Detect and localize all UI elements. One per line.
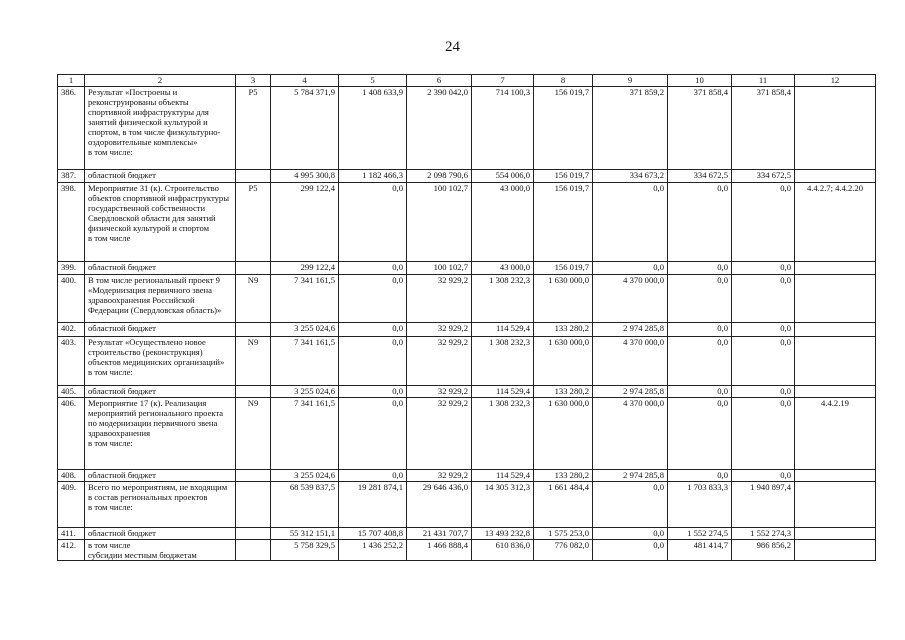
value-col-4: 55 312 151,1 <box>271 528 339 540</box>
value-col-11: 1 552 274,3 <box>732 528 795 540</box>
value-col-4: 7 341 161,5 <box>271 398 339 470</box>
row-reference <box>795 337 876 386</box>
row-number: 386. <box>58 87 85 170</box>
value-col-11: 0,0 <box>732 470 795 482</box>
value-col-9: 0,0 <box>593 528 668 540</box>
value-col-6: 21 431 707,7 <box>407 528 472 540</box>
header-cell: 1 <box>58 75 85 87</box>
row-name: в том числе субсидии местным бюджетам <box>85 540 236 561</box>
header-row <box>58 75 876 87</box>
value-col-11: 0,0 <box>732 398 795 470</box>
value-col-11: 986 856,2 <box>732 540 795 561</box>
table-row <box>58 386 876 398</box>
value-col-5: 1 408 633,9 <box>339 87 407 170</box>
value-col-4: 299 122,4 <box>271 183 339 262</box>
table-row <box>58 262 876 275</box>
value-col-4: 4 995 300,8 <box>271 170 339 183</box>
value-col-6: 2 098 790,6 <box>407 170 472 183</box>
table-row <box>58 170 876 183</box>
row-reference: 4.4.2.19 <box>795 398 876 470</box>
value-col-5: 0,0 <box>339 262 407 275</box>
value-col-4: 68 539 837,5 <box>271 482 339 528</box>
row-reference <box>795 482 876 528</box>
value-col-6: 2 390 042,0 <box>407 87 472 170</box>
table-row <box>58 323 876 337</box>
value-col-4: 7 341 161,5 <box>271 275 339 323</box>
row-number: 400. <box>58 275 85 323</box>
value-col-8: 133 280,2 <box>534 470 593 482</box>
value-col-8: 1 630 000,0 <box>534 337 593 386</box>
row-code <box>236 540 271 561</box>
row-name: областной бюджет <box>85 170 236 183</box>
value-col-11: 0,0 <box>732 337 795 386</box>
row-number: 402. <box>58 323 85 337</box>
value-col-9: 4 370 000,0 <box>593 398 668 470</box>
value-col-5: 0,0 <box>339 470 407 482</box>
header-cell: 12 <box>795 75 876 87</box>
row-code <box>236 262 271 275</box>
row-code <box>236 470 271 482</box>
row-reference <box>795 275 876 323</box>
value-col-7: 1 308 232,3 <box>472 275 534 323</box>
header-cell: 9 <box>593 75 668 87</box>
row-reference <box>795 528 876 540</box>
value-col-9: 0,0 <box>593 540 668 561</box>
value-col-5: 0,0 <box>339 386 407 398</box>
value-col-11: 0,0 <box>732 386 795 398</box>
row-reference <box>795 386 876 398</box>
value-col-10: 0,0 <box>668 470 732 482</box>
value-col-4: 7 341 161,5 <box>271 337 339 386</box>
row-name: областной бюджет <box>85 470 236 482</box>
value-col-10: 334 672,5 <box>668 170 732 183</box>
value-col-11: 334 672,5 <box>732 170 795 183</box>
value-col-10: 1 552 274,5 <box>668 528 732 540</box>
header-cell: 3 <box>236 75 271 87</box>
row-code: N9 <box>236 398 271 470</box>
value-col-8: 1 630 000,0 <box>534 275 593 323</box>
value-col-7: 114 529,4 <box>472 323 534 337</box>
value-col-9: 334 673,2 <box>593 170 668 183</box>
value-col-9: 0,0 <box>593 262 668 275</box>
value-col-7: 554 006,0 <box>472 170 534 183</box>
row-number: 408. <box>58 470 85 482</box>
row-code <box>236 170 271 183</box>
value-col-7: 13 493 232,8 <box>472 528 534 540</box>
row-code <box>236 386 271 398</box>
value-col-6: 1 466 888,4 <box>407 540 472 561</box>
value-col-9: 2 974 285,8 <box>593 470 668 482</box>
value-col-11: 371 858,4 <box>732 87 795 170</box>
value-col-6: 32 929,2 <box>407 386 472 398</box>
value-col-8: 1 661 484,4 <box>534 482 593 528</box>
value-col-8: 156 019,7 <box>534 170 593 183</box>
header-cell: 10 <box>668 75 732 87</box>
value-col-9: 371 859,2 <box>593 87 668 170</box>
row-name: областной бюджет <box>85 262 236 275</box>
value-col-10: 371 858,4 <box>668 87 732 170</box>
value-col-4: 5 784 371,9 <box>271 87 339 170</box>
row-name: Всего по мероприятиям, не входящим в состав региональных проектов в том числе: <box>85 482 236 528</box>
value-col-8: 156 019,7 <box>534 183 593 262</box>
table-row <box>58 275 876 323</box>
value-col-6: 32 929,2 <box>407 323 472 337</box>
table-row <box>58 540 876 561</box>
value-col-7: 714 100,3 <box>472 87 534 170</box>
row-code: N9 <box>236 337 271 386</box>
row-name: областной бюджет <box>85 386 236 398</box>
row-number: 411. <box>58 528 85 540</box>
value-col-9: 4 370 000,0 <box>593 275 668 323</box>
value-col-10: 0,0 <box>668 398 732 470</box>
row-name: Результат «Построены и реконструированы объекты спортивной инфраструктуры для занятий физической культурой и спортом, в том числе физкультурно-оздоровительные комплексы» в том числе: <box>85 87 236 170</box>
row-number: 403. <box>58 337 85 386</box>
value-col-11: 1 940 897,4 <box>732 482 795 528</box>
row-reference <box>795 262 876 275</box>
value-col-11: 0,0 <box>732 323 795 337</box>
value-col-6: 100 102,7 <box>407 183 472 262</box>
value-col-8: 1 630 000,0 <box>534 398 593 470</box>
row-number: 405. <box>58 386 85 398</box>
value-col-5: 0,0 <box>339 323 407 337</box>
value-col-8: 133 280,2 <box>534 386 593 398</box>
value-col-8: 776 082,0 <box>534 540 593 561</box>
value-col-10: 0,0 <box>668 337 732 386</box>
row-code: N9 <box>236 275 271 323</box>
value-col-4: 5 758 329,5 <box>271 540 339 561</box>
value-col-10: 0,0 <box>668 262 732 275</box>
value-col-5: 0,0 <box>339 398 407 470</box>
row-code <box>236 528 271 540</box>
value-col-4: 3 255 024,6 <box>271 470 339 482</box>
value-col-9: 2 974 285,8 <box>593 386 668 398</box>
row-number: 399. <box>58 262 85 275</box>
row-number: 409. <box>58 482 85 528</box>
value-col-9: 2 974 285,8 <box>593 323 668 337</box>
page-number: 24 <box>445 39 460 55</box>
value-col-8: 1 575 253,0 <box>534 528 593 540</box>
value-col-7: 610 836,0 <box>472 540 534 561</box>
value-col-6: 32 929,2 <box>407 470 472 482</box>
value-col-9: 0,0 <box>593 482 668 528</box>
value-col-11: 0,0 <box>732 183 795 262</box>
value-col-6: 100 102,7 <box>407 262 472 275</box>
row-reference <box>795 540 876 561</box>
row-code <box>236 482 271 528</box>
value-col-10: 0,0 <box>668 275 732 323</box>
row-name: Результат «Осуществлено новое строительство (реконструкция) объектов медицинских организаций» в том числе: <box>85 337 236 386</box>
table-row <box>58 398 876 470</box>
value-col-6: 32 929,2 <box>407 275 472 323</box>
header-cell: 4 <box>271 75 339 87</box>
value-col-8: 133 280,2 <box>534 323 593 337</box>
row-reference <box>795 323 876 337</box>
row-reference <box>795 170 876 183</box>
value-col-7: 114 529,4 <box>472 470 534 482</box>
value-col-7: 43 000,0 <box>472 262 534 275</box>
value-col-10: 481 414,7 <box>668 540 732 561</box>
row-code <box>236 323 271 337</box>
value-col-7: 114 529,4 <box>472 386 534 398</box>
value-col-5: 1 182 466,3 <box>339 170 407 183</box>
value-col-10: 0,0 <box>668 323 732 337</box>
row-name: Мероприятие 17 (к). Реализация мероприятий регионального проекта по модернизации первичного звена здравоохранения в том числе: <box>85 398 236 470</box>
table-row <box>58 337 876 386</box>
value-col-10: 0,0 <box>668 386 732 398</box>
value-col-9: 0,0 <box>593 183 668 262</box>
table-row <box>58 528 876 540</box>
header-cell: 7 <box>472 75 534 87</box>
row-number: 387. <box>58 170 85 183</box>
row-name: областной бюджет <box>85 323 236 337</box>
value-col-10: 0,0 <box>668 183 732 262</box>
row-code: Р5 <box>236 87 271 170</box>
value-col-9: 4 370 000,0 <box>593 337 668 386</box>
table-row <box>58 183 876 262</box>
value-col-7: 14 305 312,3 <box>472 482 534 528</box>
value-col-11: 0,0 <box>732 275 795 323</box>
row-number: 412. <box>58 540 85 561</box>
table-row <box>58 87 876 170</box>
table-row <box>58 482 876 528</box>
row-reference <box>795 470 876 482</box>
value-col-6: 32 929,2 <box>407 337 472 386</box>
budget-table <box>57 74 876 561</box>
value-col-5: 0,0 <box>339 337 407 386</box>
value-col-6: 29 646 436,0 <box>407 482 472 528</box>
value-col-4: 299 122,4 <box>271 262 339 275</box>
value-col-5: 0,0 <box>339 183 407 262</box>
row-number: 398. <box>58 183 85 262</box>
row-code: Р5 <box>236 183 271 262</box>
value-col-7: 1 308 232,3 <box>472 337 534 386</box>
header-cell: 2 <box>85 75 236 87</box>
row-number: 406. <box>58 398 85 470</box>
value-col-4: 3 255 024,6 <box>271 386 339 398</box>
value-col-11: 0,0 <box>732 262 795 275</box>
row-name: областной бюджет <box>85 528 236 540</box>
value-col-5: 1 436 252,2 <box>339 540 407 561</box>
value-col-8: 156 019,7 <box>534 262 593 275</box>
value-col-5: 0,0 <box>339 275 407 323</box>
value-col-7: 1 308 232,3 <box>472 398 534 470</box>
value-col-4: 3 255 024,6 <box>271 323 339 337</box>
row-reference <box>795 87 876 170</box>
row-name: В том числе региональный проект 9 «Модернизация первичного звена здравоохранения Российской Федерации (Свердловская область)» <box>85 275 236 323</box>
value-col-10: 1 703 833,3 <box>668 482 732 528</box>
header-cell: 6 <box>407 75 472 87</box>
value-col-5: 15 707 408,8 <box>339 528 407 540</box>
value-col-8: 156 019,7 <box>534 87 593 170</box>
value-col-5: 19 281 874,1 <box>339 482 407 528</box>
header-cell: 8 <box>534 75 593 87</box>
value-col-7: 43 000,0 <box>472 183 534 262</box>
row-name: Мероприятие 31 (к). Строительство объектов спортивной инфраструктуры государственной собственности Свердловской области для занятий физической культурой и спортом в том числе <box>85 183 236 262</box>
row-reference: 4.4.2.7; 4.4.2.20 <box>795 183 876 262</box>
header-cell: 5 <box>339 75 407 87</box>
header-cell: 11 <box>732 75 795 87</box>
table-row <box>58 470 876 482</box>
value-col-6: 32 929,2 <box>407 398 472 470</box>
